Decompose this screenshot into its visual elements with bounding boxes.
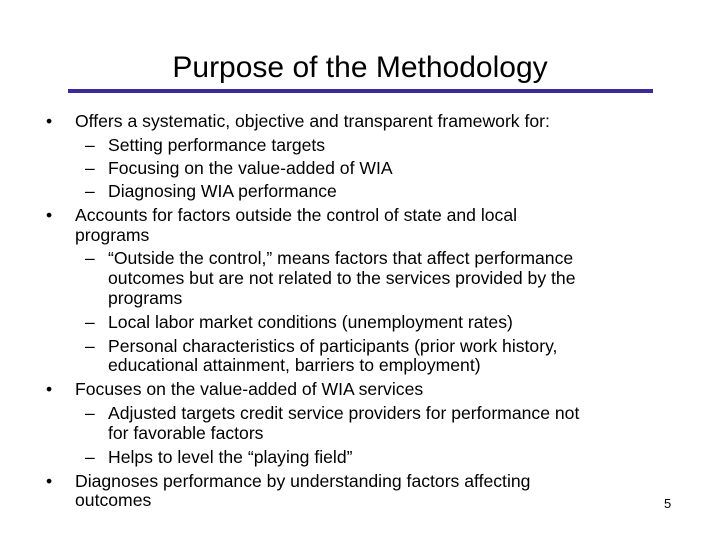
sub-bullet-marker: – xyxy=(85,158,95,178)
sub-bullet-marker: – xyxy=(85,248,95,268)
sub-bullet-marker: – xyxy=(85,336,95,356)
bullet-text: Focuses on the value-added of WIA services xyxy=(75,379,424,399)
bullet-text: Diagnoses performance by understanding factors affecting xyxy=(75,471,531,491)
sub-bullet-text: Helps to level the “playing field” xyxy=(108,447,353,467)
bullet-marker: • xyxy=(46,205,53,225)
sub-bullet-marker: – xyxy=(85,135,95,155)
bullet-marker: • xyxy=(46,379,53,399)
sub-bullet-text: Setting performance targets xyxy=(108,135,326,155)
sub-bullet-marker: – xyxy=(85,181,95,201)
sub-bullet-marker: – xyxy=(85,312,95,332)
bullet-text: Offers a systematic, objective and transparent framework for: xyxy=(75,111,550,131)
sub-bullet-text: Adjusted targets credit service providers for performance not xyxy=(108,403,580,423)
bullet-marker: • xyxy=(46,111,53,131)
bullet-text-cont: programs xyxy=(75,225,150,245)
sub-bullet-marker: – xyxy=(85,403,95,423)
sub-bullet-text: Diagnosing WIA performance xyxy=(108,181,337,201)
sub-bullet-text-cont: for favorable factors xyxy=(108,423,264,443)
sub-bullet-marker: – xyxy=(85,447,95,467)
bullet-text: Accounts for factors outside the control of state and local xyxy=(75,205,518,225)
sub-bullet-text: Personal characteristics of participants (prior work history, xyxy=(108,336,558,356)
sub-bullet-text: Local labor market conditions (unemployment rates) xyxy=(108,312,513,332)
sub-bullet-text: “Outside the control,” means factors that affect performance xyxy=(108,248,574,268)
bullet-marker: • xyxy=(46,471,53,491)
sub-bullet-text-cont: educational attainment, barriers to employment) xyxy=(108,355,481,375)
sub-bullet-text-cont: programs xyxy=(108,288,183,308)
page-number: 5 xyxy=(664,496,672,511)
sub-bullet-text-cont: outcomes but are not related to the services provided by the xyxy=(108,268,576,288)
bullet-text-cont: outcomes xyxy=(75,490,152,510)
sub-bullet-text: Focusing on the value-added of WIA xyxy=(108,158,393,178)
slide-title: Purpose of the Methodology xyxy=(172,51,548,84)
